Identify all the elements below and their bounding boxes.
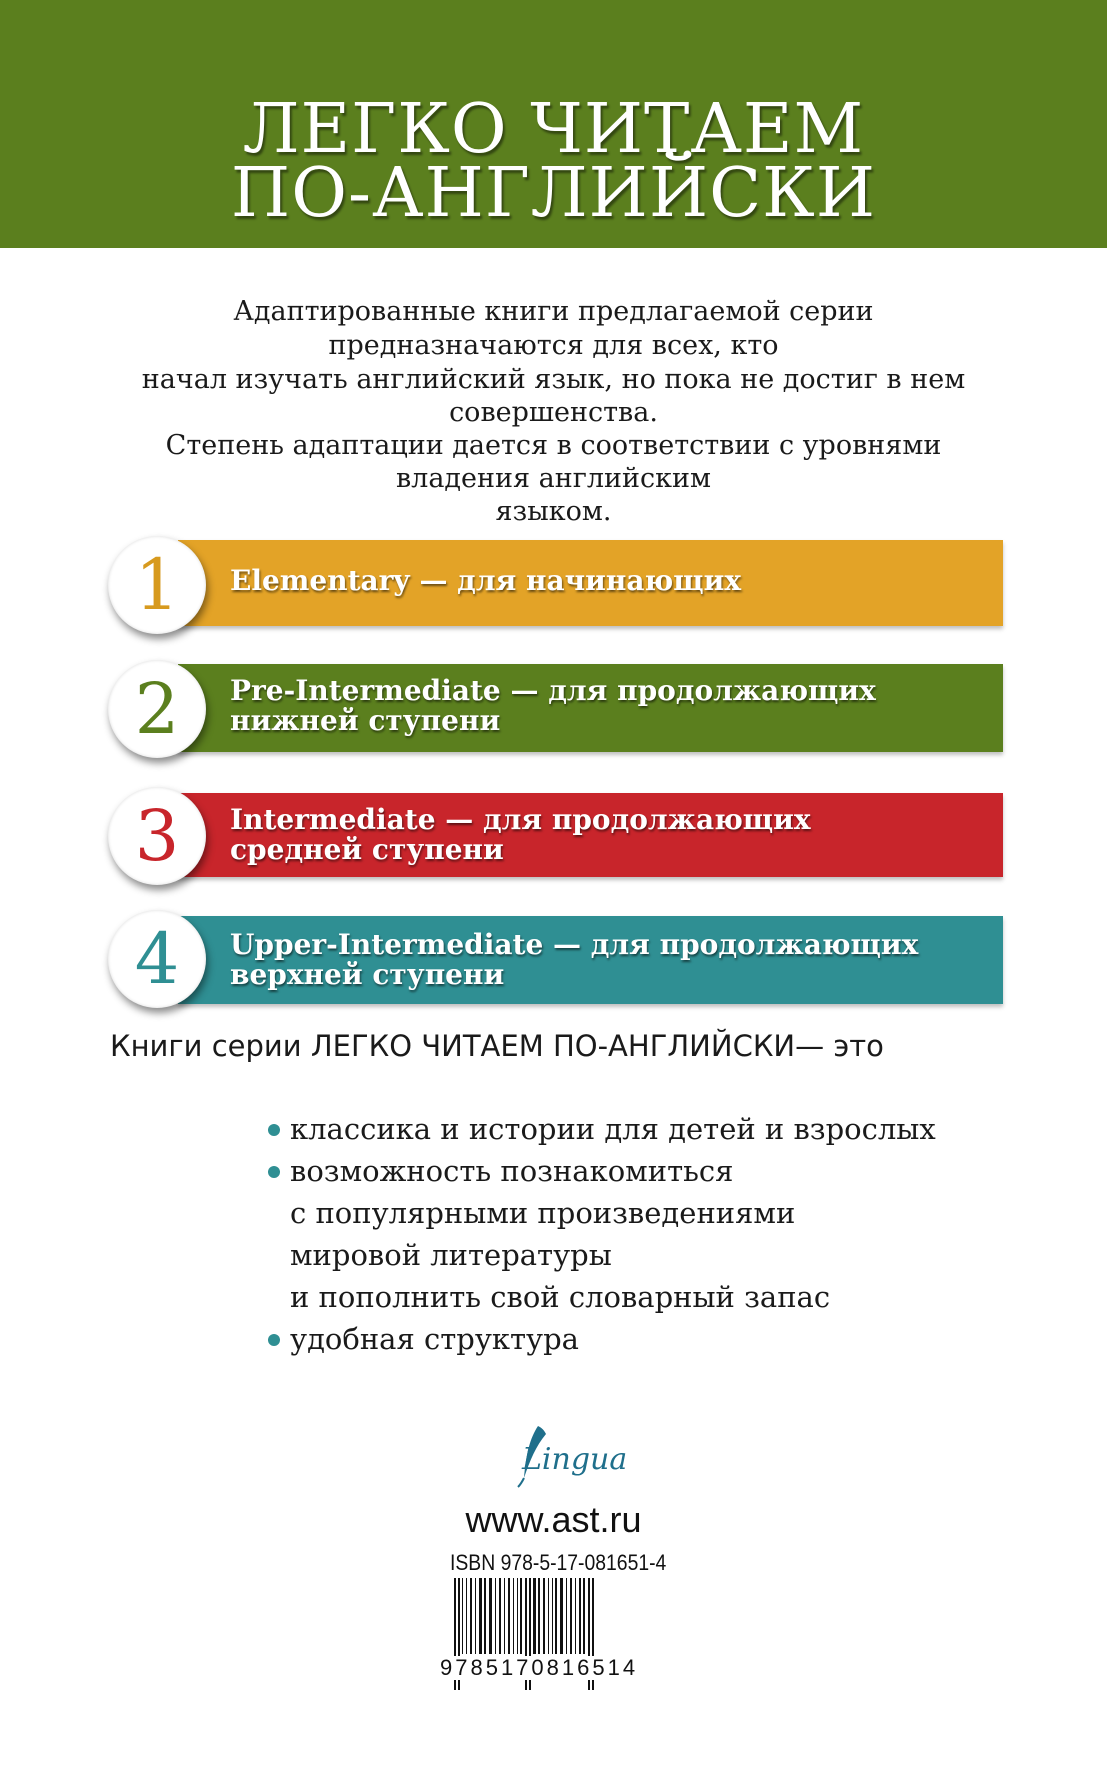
barcode-bar: [579, 1578, 581, 1654]
bullet-item: [290, 1108, 936, 1150]
level-4: [108, 910, 1003, 1010]
barcode-bar: [555, 1578, 557, 1654]
barcode-bar: [499, 1578, 501, 1654]
level-2-label-line2: нижней ступени: [230, 704, 501, 737]
series-title-line1: ЛЕГКО ЧИТАЕМ: [242, 90, 865, 169]
logo-text: Lingua: [522, 1442, 628, 1477]
lingua-logo: [500, 1420, 640, 1490]
bullet-dot: [268, 1166, 280, 1178]
barcode-bar: [489, 1578, 492, 1654]
bullet-text: классика и истории для детей и взрослых: [290, 1112, 936, 1146]
intro-line: предназначаются для всех, кто: [328, 330, 779, 361]
barcode-bar: [517, 1578, 518, 1654]
level-4-label-line1: Upper-Intermediate — для продолжающих: [230, 928, 919, 961]
bullet-text: удобная структура: [290, 1322, 579, 1356]
intro-line: совершенства.: [449, 397, 658, 428]
barcode-bar: [470, 1578, 472, 1654]
level-1-number-badge: [108, 536, 206, 634]
bullet-text: возможность познакомиться: [290, 1154, 734, 1188]
isbn-text: ISBN 978-5-17-081651-4: [450, 1550, 667, 1575]
level-3-number: 3: [134, 795, 180, 877]
intro-line: Степень адаптации дается в соответствии с уровнями: [165, 430, 942, 461]
barcode-bar: [566, 1578, 567, 1654]
series-sentence-prefix: Книги серии: [110, 1029, 311, 1063]
intro-line: Адаптированные книги предлагаемой серии: [233, 296, 874, 327]
series-sentence: [110, 1028, 884, 1064]
barcode-bar: [479, 1578, 482, 1654]
level-2: [108, 660, 1003, 760]
header-band: [0, 0, 1107, 248]
barcode-bar: [560, 1578, 563, 1654]
barcode-bar: [570, 1578, 572, 1654]
bullet-continuation: и пополнить свой словарный запас: [290, 1280, 831, 1314]
level-2-number-badge: [108, 660, 206, 758]
barcode-bar: [466, 1578, 467, 1654]
level-4-number: 4: [134, 918, 180, 1000]
barcode-bar: [552, 1578, 553, 1654]
level-4-label-line2: верхней ступени: [230, 958, 505, 991]
intro-line: начал изучать английский язык, но пока не достиг в нем: [141, 364, 966, 395]
intro-line: владения английским: [395, 463, 712, 494]
bullet-item: [290, 1318, 579, 1360]
series-sentence-name: ЛЕГКО ЧИТАЕМ ПО-АНГЛИЙСКИ: [310, 1029, 796, 1063]
barcode-bar: [475, 1578, 476, 1654]
level-3-number-badge: [108, 787, 206, 885]
bullet-dot: [268, 1124, 280, 1136]
barcode-bar: [504, 1578, 505, 1654]
barcode-digits: 9785170816514: [440, 1656, 680, 1680]
barcode-bar: [508, 1578, 510, 1654]
barcode-bar: [520, 1578, 522, 1654]
intro-line: языком.: [495, 496, 612, 527]
barcode-bar: [575, 1578, 576, 1654]
level-2-label-line1: Pre-Intermediate — для продолжающих: [230, 674, 876, 707]
level-1-number: 1: [134, 544, 180, 626]
barcode-bar: [513, 1578, 514, 1654]
barcode-bar: [462, 1578, 463, 1654]
level-4-number-badge: [108, 910, 206, 1008]
barcode-bar: [484, 1578, 486, 1654]
bullet-item: [290, 1150, 733, 1192]
level-2-number: 2: [134, 668, 180, 750]
level-3-label-line2: средней ступени: [230, 833, 504, 866]
website-url: www.ast.ru: [465, 1499, 642, 1540]
level-1-label: Elementary — для начинающих: [230, 564, 742, 597]
series-sentence-suffix: — это: [795, 1029, 884, 1063]
bullet-continuation: с популярными произведениями: [290, 1196, 796, 1230]
barcode-bar: [548, 1578, 549, 1654]
level-3-label-line1: Intermediate — для продолжающих: [230, 803, 811, 836]
barcode-bar: [583, 1578, 585, 1654]
level-3: [108, 787, 1003, 887]
barcode-bar: [495, 1578, 496, 1654]
barcode-bar: [533, 1578, 536, 1654]
level-1: [108, 536, 1003, 636]
barcode-bar: [543, 1578, 545, 1654]
barcode-bar: [538, 1578, 540, 1654]
bullet-continuation: мировой литературы: [290, 1238, 612, 1272]
series-title-line2: ПО-АНГЛИЙСКИ: [230, 154, 877, 233]
barcode: [452, 1578, 676, 1698]
bullet-dot: [268, 1334, 280, 1346]
